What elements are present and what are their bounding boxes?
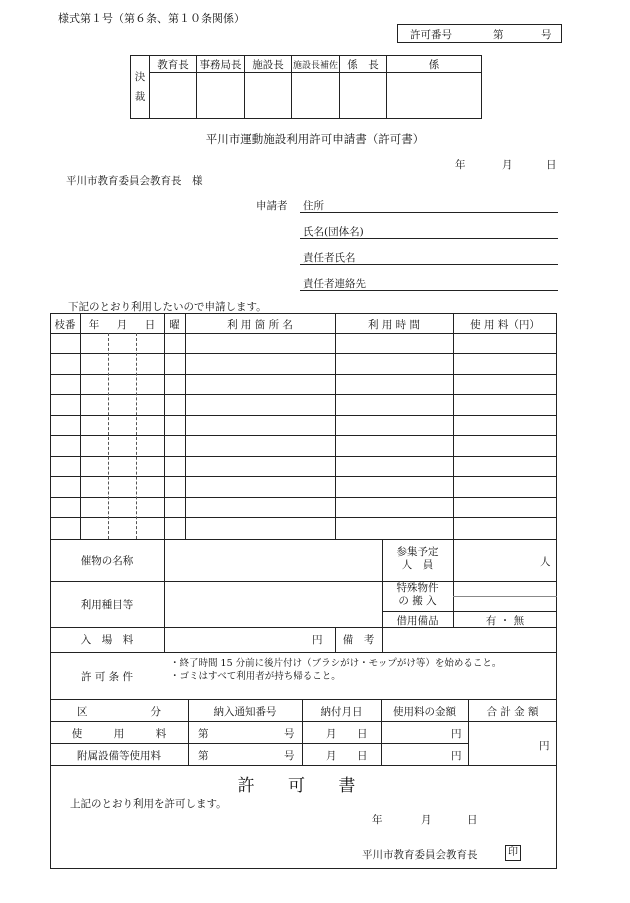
responsible-name-line[interactable] (300, 264, 558, 265)
event-name-label: 催物の名称 (80, 555, 134, 567)
permit-title: 許 可 書 (237, 776, 370, 796)
applicant-label: 申請者 (256, 200, 288, 212)
condition-1: ・終了時間 15 分前に後片付け（ブラシがけ・モップがけ等）を始めること。 (170, 658, 502, 669)
fee-row-usage-month: 月 (326, 728, 337, 740)
fee-row-equipment-label: 附属設備等使用料 (77, 750, 161, 762)
stamp-cell[interactable] (245, 73, 292, 119)
fee-row-usage-label: 使 用 料 (71, 728, 167, 740)
responsible-contact-label: 責任者連絡先 (303, 278, 366, 290)
conditions-label: 許 可 条 件 (80, 671, 133, 683)
permit-number-go: 号 (541, 29, 552, 41)
fee-row-equipment-go: 号 (284, 750, 295, 762)
approval-col-facility-head: 施設長 (245, 56, 292, 73)
stamp-cell[interactable] (292, 73, 340, 119)
fee-row-equipment-dai: 第 (198, 750, 209, 762)
permit-issuer: 平川市教育委員会教育長 (362, 849, 478, 861)
approval-col-facility-deputy: 施設長補佐 (292, 56, 340, 73)
approval-col-secretary-general: 事務局長 (197, 56, 245, 73)
stamp-cell[interactable] (340, 73, 387, 119)
applicant-name-label: 氏名(団体名) (303, 226, 364, 238)
seal-box: 印 (505, 845, 521, 861)
intro-text: 下記のとおり利用したいので申請します。 (68, 301, 267, 313)
responsible-contact-line[interactable] (300, 290, 558, 291)
equipment-label: 借用備品 (396, 615, 439, 627)
col-fee: 使 用 料（円） (470, 319, 540, 331)
fee-row-equipment-day: 日 (357, 750, 368, 762)
approval-side-label: 決 裁 (131, 56, 150, 119)
approval-table (130, 55, 482, 119)
fee-col-total: 合 計 金 額 (486, 706, 539, 718)
col-year: 年 (88, 319, 100, 331)
admission-fee-label: 入 場 料 (80, 634, 134, 646)
permit-number-dai: 第 (493, 29, 504, 41)
permit-day: 日 (467, 814, 478, 826)
permit-text: 上記のとおり利用を許可します。 (70, 798, 227, 810)
date-year: 年 (455, 159, 466, 171)
col-month: 月 (116, 319, 128, 331)
form-number: 様式第１号（第６条、第１０条関係） (58, 12, 245, 25)
remarks-label: 備 考 (342, 634, 375, 646)
date-day: 日 (546, 159, 557, 171)
col-location: 利 用 箇 所 名 (227, 319, 293, 331)
document-title: 平川市運動施設利用許可申請書（許可書） (205, 132, 425, 146)
permit-number-label: 許可番号 (410, 29, 452, 41)
fee-row-usage-dai: 第 (198, 728, 209, 740)
fee-col-notice-number: 納入通知番号 (213, 706, 277, 718)
fee-row-usage-go: 号 (284, 728, 295, 740)
fee-row-usage-yen: 円 (451, 728, 462, 740)
permit-month: 月 (421, 814, 432, 826)
fee-total-yen: 円 (539, 740, 550, 752)
col-branch-number: 枝番 (54, 319, 76, 331)
applicant-name-line[interactable] (300, 238, 558, 239)
admission-fee-unit: 円 (312, 634, 323, 646)
date-month: 月 (502, 159, 513, 171)
col-day: 日 (144, 319, 156, 331)
fee-col-amount: 使用料の金額 (393, 706, 456, 718)
fee-col-payment-date: 納付月日 (320, 706, 363, 718)
approval-col-section-chief: 係 長 (340, 56, 387, 73)
fee-row-equipment-month: 月 (326, 750, 337, 762)
stamp-cell[interactable] (150, 73, 197, 119)
attendees-label: 参集予定 人 員 (396, 546, 439, 571)
attendees-unit: 人 (540, 556, 551, 568)
fee-row-usage-day: 日 (357, 728, 368, 740)
fee-col-category: 区 分 (77, 706, 161, 718)
applicant-address-line[interactable] (300, 212, 558, 213)
equipment-value[interactable]: 有 ・ 無 (485, 615, 525, 627)
responsible-name-label: 責任者氏名 (303, 252, 356, 264)
approval-col-superintendent: 教育長 (150, 56, 197, 73)
permit-year: 年 (372, 814, 383, 826)
stamp-cell[interactable] (197, 73, 245, 119)
approval-col-staff: 係 (387, 56, 482, 73)
addressee: 平川市教育委員会教育長 様 (66, 175, 203, 187)
event-type-label: 利用種目等 (80, 599, 134, 611)
stamp-cell[interactable] (387, 73, 482, 119)
permit-number-box (397, 24, 562, 43)
col-weekday: 曜 (169, 319, 180, 331)
col-time: 利 用 時 間 (367, 319, 420, 331)
fee-row-equipment-yen: 円 (451, 750, 462, 762)
applicant-address-label: 住所 (303, 200, 324, 212)
condition-2: ・ゴミはすべて利用者が持ち帰ること。 (170, 671, 341, 682)
special-items-label: 特殊物件 の 搬 入 (396, 582, 439, 607)
